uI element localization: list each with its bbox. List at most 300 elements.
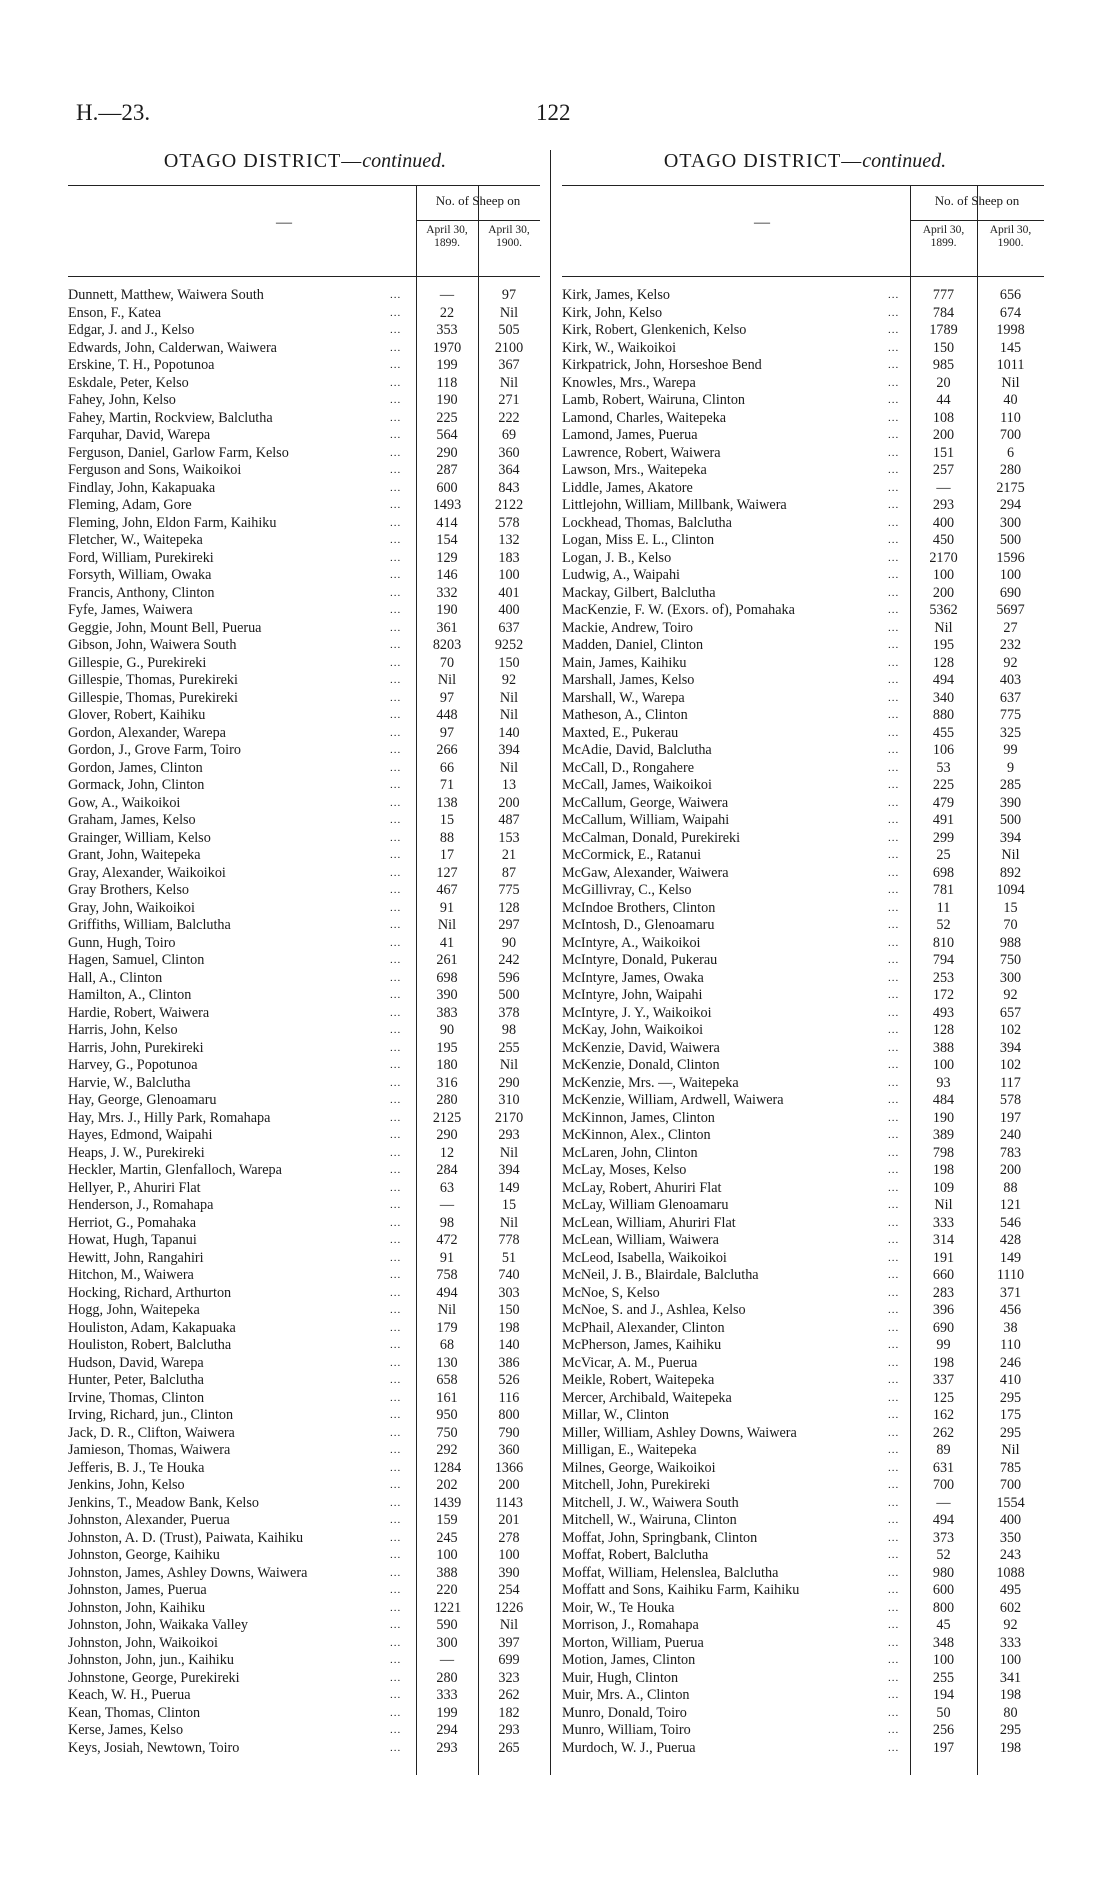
sheep-count-1900: 200 xyxy=(498,794,520,811)
owner-name: Milnes, George, Waikoikoi xyxy=(562,1459,716,1476)
sheep-count-1899: 52 xyxy=(936,917,951,933)
right-table-row xyxy=(562,637,1044,655)
sheep-count-1900: 265 xyxy=(498,1739,520,1756)
owner-name: Edwards, John, Calderwan, Waiwera xyxy=(68,339,277,356)
sheep-count-1900: 323 xyxy=(498,1669,520,1686)
sheep-count-1899: 493 xyxy=(932,1004,955,1021)
left-body-rule-2 xyxy=(478,275,479,1775)
leader-dots: ... xyxy=(888,1164,900,1176)
sheep-count-1900: 775 xyxy=(498,882,520,898)
sheep-count-1900: 21 xyxy=(501,847,517,863)
sheep-count-1899: 198 xyxy=(932,1162,955,1178)
owner-name: Logan, J. B., Kelso xyxy=(562,549,672,566)
sheep-count-1900: 428 xyxy=(999,1232,1022,1248)
leader-dots: ... xyxy=(888,954,900,966)
sheep-count-1899: 199 xyxy=(436,357,458,373)
left-table-row xyxy=(68,305,540,323)
sheep-count-1899: 389 xyxy=(932,1127,955,1143)
owner-name: McKay, John, Waikoikoi xyxy=(562,1022,704,1038)
sheep-count-1899: 491 xyxy=(932,812,955,828)
owner-name: Gillespie, Thomas, Purekireki xyxy=(68,689,238,706)
report-reference: H.—23. xyxy=(76,100,151,125)
sheep-count-1899: 383 xyxy=(436,1004,458,1021)
owner-name: Kirk, Robert, Glenkenich, Kelso xyxy=(562,322,747,338)
sheep-count-1899: 100 xyxy=(932,567,955,583)
leader-dots: ... xyxy=(390,1689,402,1701)
left-table-row xyxy=(68,1740,540,1758)
leader-dots: ... xyxy=(888,429,900,441)
sheep-count-1899: — xyxy=(439,1197,455,1213)
leader-dots: ... xyxy=(888,1251,900,1264)
sheep-count-1900: 401 xyxy=(498,584,520,601)
sheep-count-1899: 950 xyxy=(436,1407,458,1423)
left-table-row xyxy=(68,1197,540,1215)
left-table-row xyxy=(68,602,540,620)
sheep-count-1900: 232 xyxy=(999,637,1022,653)
leader-dots: ... xyxy=(888,1006,900,1019)
sheep-count-1900: Nil xyxy=(499,1214,519,1231)
leader-dots: ... xyxy=(390,639,402,651)
leader-dots: ... xyxy=(390,1181,402,1194)
owner-name: McIntyre, James, Owaka xyxy=(562,969,704,986)
sheep-count-1899: 128 xyxy=(932,654,955,671)
leader-dots: ... xyxy=(390,341,402,354)
sheep-count-1900: 596 xyxy=(498,969,520,986)
left-table-row xyxy=(68,952,540,970)
sheep-count-1899: 108 xyxy=(932,409,955,426)
leader-dots: ... xyxy=(888,1724,900,1736)
leader-dots: ... xyxy=(888,411,900,424)
leader-dots: ... xyxy=(888,289,900,301)
sheep-count-1899: 283 xyxy=(932,1284,955,1301)
leader-dots: ... xyxy=(390,1724,402,1736)
owner-name: Gray, John, Waikoikoi xyxy=(68,899,195,916)
owner-name: Hellyer, P., Ahuriri Flat xyxy=(68,1179,201,1196)
sheep-count-1899: Nil xyxy=(437,672,457,688)
left-table-row xyxy=(68,1285,540,1303)
leader-dots: ... xyxy=(888,1146,900,1159)
sheep-count-1900: 100 xyxy=(999,1652,1022,1668)
right-table-row xyxy=(562,1582,1044,1600)
sheep-count-1899: 388 xyxy=(932,1039,955,1056)
leader-dots: ... xyxy=(390,1741,402,1754)
sheep-count-1900: 70 xyxy=(1003,917,1018,933)
sheep-count-1900: 300 xyxy=(999,969,1022,986)
right-table-row xyxy=(562,1302,1044,1320)
owner-name: Hay, George, Glenoamaru xyxy=(68,1092,217,1108)
right-table-row xyxy=(562,882,1044,900)
sheep-count-1900: 87 xyxy=(501,864,517,881)
sheep-count-1899: 45 xyxy=(936,1617,951,1633)
leader-dots: ... xyxy=(390,779,402,791)
sheep-count-1900: 99 xyxy=(1003,742,1018,758)
right-table-row xyxy=(562,707,1044,725)
left-table-row xyxy=(68,1005,540,1023)
sheep-count-1899: 777 xyxy=(932,287,955,303)
owner-name: McVicar, A. M., Puerua xyxy=(562,1354,698,1371)
owner-name: McKinnon, Alex., Clinton xyxy=(562,1127,711,1143)
left-table-row xyxy=(68,620,540,638)
right-table-row xyxy=(562,322,1044,340)
leader-dots: ... xyxy=(390,674,402,686)
owner-name: Munro, William, Toiro xyxy=(562,1722,691,1738)
sheep-count-1900: 27 xyxy=(1003,619,1018,636)
right-table-row xyxy=(562,1512,1044,1530)
owner-name: McCormick, E., Ratanui xyxy=(562,847,702,863)
sheep-count-1899: — xyxy=(439,1652,455,1668)
owner-name: Johnston, A. D. (Trust), Paiwata, Kaihiku xyxy=(68,1529,304,1546)
owner-name: McCallum, George, Waiwera xyxy=(562,794,729,811)
owner-name: Erskine, T. H., Popotunoa xyxy=(68,357,215,373)
owner-name: Harris, John, Kelso xyxy=(68,1022,178,1038)
leader-dots: ... xyxy=(888,1409,900,1421)
left-table-row xyxy=(68,742,540,760)
leader-dots: ... xyxy=(390,1584,402,1596)
owner-name: Edgar, J. and J., Kelso xyxy=(68,322,195,338)
leader-dots: ... xyxy=(390,919,402,931)
leader-dots: ... xyxy=(888,551,900,564)
leader-dots: ... xyxy=(390,954,402,966)
owner-name: Fahey, John, Kelso xyxy=(68,392,176,408)
left-table-row xyxy=(68,935,540,953)
sheep-count-1899: 15 xyxy=(439,812,455,828)
sheep-count-1899: 266 xyxy=(436,742,458,758)
owner-name: Jenkins, T., Meadow Bank, Kelso xyxy=(68,1494,259,1511)
right-table-row xyxy=(562,672,1044,690)
leader-dots: ... xyxy=(888,971,900,984)
sheep-count-1899: 758 xyxy=(436,1267,458,1283)
owner-name: Hewitt, John, Rangahiri xyxy=(68,1249,204,1266)
right-table-row xyxy=(562,515,1044,533)
right-table-row xyxy=(562,1267,1044,1285)
owner-name: Hardie, Robert, Waiwera xyxy=(68,1004,210,1021)
leader-dots: ... xyxy=(390,324,402,336)
left-table-header xyxy=(68,185,540,277)
sheep-count-1899: 1221 xyxy=(432,1599,462,1616)
left-table-row xyxy=(68,1145,540,1163)
owner-name: McNeil, J. B., Blairdale, Balclutha xyxy=(562,1267,759,1283)
left-table-row xyxy=(68,1075,540,1093)
owner-name: McKenzie, Donald, Clinton xyxy=(562,1057,720,1073)
sheep-count-1899: 5362 xyxy=(929,602,958,618)
sheep-count-1900: 394 xyxy=(498,742,520,758)
leader-dots: ... xyxy=(390,656,402,669)
owner-name: Henderson, J., Romahapa xyxy=(68,1197,214,1213)
sheep-count-1900: 295 xyxy=(999,1389,1022,1406)
owner-name: McCall, D., Rongahere xyxy=(562,759,694,776)
sheep-count-1899: 784 xyxy=(932,304,955,321)
right-table-row xyxy=(562,830,1044,848)
right-table-row xyxy=(562,1635,1044,1653)
sheep-count-1900: 38 xyxy=(1003,1319,1018,1336)
sheep-count-1899: 658 xyxy=(436,1372,458,1388)
right-table-row xyxy=(562,1057,1044,1075)
sheep-count-1899: 151 xyxy=(932,444,955,461)
sheep-count-1900: 700 xyxy=(999,1477,1022,1493)
sheep-count-1900: Nil xyxy=(499,374,519,391)
leader-dots: ... xyxy=(888,761,900,774)
leader-dots: ... xyxy=(888,1076,900,1089)
leader-dots: ... xyxy=(888,1374,900,1386)
sheep-count-1899: 2125 xyxy=(432,1109,462,1126)
right-table-row xyxy=(562,935,1044,953)
right-table-row xyxy=(562,1075,1044,1093)
leader-dots: ... xyxy=(390,569,402,581)
leader-dots: ... xyxy=(888,534,900,546)
right-table-row xyxy=(562,1092,1044,1110)
sheep-count-1900: 1226 xyxy=(494,1599,524,1616)
owner-name: McKenzie, Mrs. —, Waitepeka xyxy=(562,1074,739,1091)
sheep-count-1900: 390 xyxy=(498,1564,520,1581)
leader-dots: ... xyxy=(888,884,900,896)
sheep-count-1900: 394 xyxy=(999,829,1022,846)
sheep-count-1900: 690 xyxy=(999,584,1022,601)
owner-name: Matheson, A., Clinton xyxy=(562,707,688,723)
column-divider xyxy=(550,150,551,1775)
sheep-count-1900: 297 xyxy=(498,917,520,933)
leader-dots: ... xyxy=(390,726,402,739)
owner-name: Jamieson, Thomas, Waiwera xyxy=(68,1442,231,1458)
leader-dots: ... xyxy=(888,464,900,476)
sheep-count-1899: 455 xyxy=(932,724,955,741)
leader-dots: ... xyxy=(390,709,402,721)
sheep-count-1900: 892 xyxy=(999,864,1022,881)
right-table-row xyxy=(562,987,1044,1005)
leader-dots: ... xyxy=(390,446,402,459)
sheep-count-1899: 256 xyxy=(932,1722,955,1738)
sheep-count-1899: 450 xyxy=(932,532,955,548)
sheep-count-1900: 197 xyxy=(999,1109,1022,1126)
sheep-count-1900: 110 xyxy=(1000,1337,1021,1353)
sheep-count-1900: 92 xyxy=(1003,1617,1018,1633)
owner-name: Jefferis, B. J., Te Houka xyxy=(68,1459,205,1476)
sheep-count-1899: 63 xyxy=(439,1179,455,1196)
leader-dots: ... xyxy=(390,551,402,564)
owner-name: Johnston, James, Puerua xyxy=(68,1582,207,1598)
sheep-count-1900: 500 xyxy=(999,812,1022,828)
right-table-row xyxy=(562,462,1044,480)
owner-name: Heaps, J. W., Purekireki xyxy=(68,1144,205,1161)
sheep-count-1899: 225 xyxy=(932,777,955,793)
leader-dots: ... xyxy=(888,341,900,354)
sheep-count-1900: 100 xyxy=(498,1547,520,1563)
left-sheep-table xyxy=(68,185,540,1757)
right-body-rule-1 xyxy=(910,275,911,1775)
leader-dots: ... xyxy=(888,1199,900,1211)
owner-name: Fahey, Martin, Rockview, Balclutha xyxy=(68,409,273,426)
left-table-row xyxy=(68,760,540,778)
right-sheep-count-header: No. of Sheep on xyxy=(910,186,1044,221)
owner-name: Ford, William, Purekireki xyxy=(68,549,214,566)
leader-dots: ... xyxy=(390,901,402,914)
sheep-count-1900: 367 xyxy=(498,357,520,373)
owner-name: Hamilton, A., Clinton xyxy=(68,987,192,1003)
right-table-row xyxy=(562,1530,1044,1548)
leader-dots: ... xyxy=(390,989,402,1001)
leader-dots: ... xyxy=(390,866,402,879)
owner-name: McGaw, Alexander, Waiwera xyxy=(562,864,729,881)
owner-name: Ferguson and Sons, Waikoikoi xyxy=(68,462,242,478)
owner-name: McKinnon, James, Clinton xyxy=(562,1109,715,1126)
leader-dots: ... xyxy=(888,639,900,651)
left-table-row xyxy=(68,900,540,918)
sheep-count-1900: 403 xyxy=(999,672,1022,688)
sheep-count-1900: 1110 xyxy=(996,1267,1025,1283)
sheep-count-1900: Nil xyxy=(499,707,519,723)
owner-name: Lawrence, Robert, Waiwera xyxy=(562,444,721,461)
sheep-count-1899: 99 xyxy=(936,1337,951,1353)
sheep-count-1899: 253 xyxy=(932,969,955,986)
left-table-row xyxy=(68,1600,540,1618)
sheep-count-1899: 472 xyxy=(436,1232,458,1248)
leader-dots: ... xyxy=(888,1549,900,1561)
left-table-row xyxy=(68,1110,540,1128)
right-table-header xyxy=(562,185,1044,277)
leader-dots: ... xyxy=(888,1514,900,1526)
sheep-count-1899: 494 xyxy=(436,1284,458,1301)
leader-dots: ... xyxy=(390,359,402,371)
right-table-row xyxy=(562,1652,1044,1670)
leader-dots: ... xyxy=(390,289,402,301)
sheep-count-1899: 88 xyxy=(439,829,455,846)
left-col-1900-header: April 30, 1900. xyxy=(488,224,530,249)
sheep-count-1900: 280 xyxy=(999,462,1022,478)
leader-dots: ... xyxy=(888,919,900,931)
sheep-count-1900: 546 xyxy=(999,1214,1022,1231)
right-table-row xyxy=(562,1477,1044,1495)
leader-dots: ... xyxy=(390,1654,402,1666)
leader-dots: ... xyxy=(888,1269,900,1281)
leader-dots: ... xyxy=(390,796,402,809)
owner-name: Hagen, Samuel, Clinton xyxy=(68,952,205,968)
sheep-count-1899: 25 xyxy=(936,847,951,863)
sheep-count-1900: 371 xyxy=(999,1284,1022,1301)
right-table-row xyxy=(562,287,1044,305)
sheep-count-1899: 290 xyxy=(436,444,458,461)
sheep-count-1900: Nil xyxy=(1001,374,1020,391)
leader-dots: ... xyxy=(390,464,402,476)
leader-dots: ... xyxy=(888,1339,900,1351)
leader-dots: ... xyxy=(390,516,402,529)
leader-dots: ... xyxy=(888,376,900,389)
owner-name: Irving, Richard, jun., Clinton xyxy=(68,1407,234,1423)
sheep-count-1899: 698 xyxy=(436,969,458,986)
leader-dots: ... xyxy=(888,1584,900,1596)
leader-dots: ... xyxy=(390,814,402,826)
sheep-count-1899: 1493 xyxy=(432,497,462,513)
sheep-count-1900: 2122 xyxy=(494,497,524,513)
sheep-count-1899: 100 xyxy=(932,1057,955,1073)
leader-dots: ... xyxy=(888,1706,900,1719)
owner-name: McIntyre, Donald, Pukerau xyxy=(562,952,718,968)
leader-dots: ... xyxy=(390,1321,402,1334)
owner-name: Irvine, Thomas, Clinton xyxy=(68,1389,205,1406)
sheep-count-1900: 500 xyxy=(999,532,1022,548)
owner-name: Lockhead, Thomas, Balclutha xyxy=(562,514,732,531)
sheep-count-1900: 116 xyxy=(498,1389,520,1406)
leader-dots: ... xyxy=(888,901,900,914)
owner-name: Milligan, E., Waitepeka xyxy=(562,1442,697,1458)
right-table-row xyxy=(562,1600,1044,1618)
sheep-count-1899: 292 xyxy=(436,1442,458,1458)
sheep-count-1900: 410 xyxy=(999,1372,1022,1388)
left-table-row xyxy=(68,1320,540,1338)
leader-dots: ... xyxy=(390,1129,402,1141)
left-table-row xyxy=(68,1687,540,1705)
sheep-count-1900: 198 xyxy=(999,1739,1022,1756)
leader-dots: ... xyxy=(888,1671,900,1684)
sheep-count-1900: 750 xyxy=(999,952,1022,968)
owner-name: McLean, William, Waiwera xyxy=(562,1232,719,1248)
leader-dots: ... xyxy=(888,1531,900,1544)
sheep-count-1899: 1284 xyxy=(432,1459,462,1476)
leader-dots: ... xyxy=(888,1111,900,1124)
owner-name: McIntyre, John, Waipahi xyxy=(562,987,703,1003)
owner-name: Johnston, John, Waikaka Valley xyxy=(68,1617,248,1633)
leader-dots: ... xyxy=(390,761,402,774)
leader-dots: ... xyxy=(390,1409,402,1421)
leader-dots: ... xyxy=(390,1601,402,1614)
sheep-count-1899: 22 xyxy=(439,304,455,321)
sheep-count-1899: 225 xyxy=(436,409,458,426)
sheep-count-1900: 1088 xyxy=(996,1564,1025,1581)
leader-dots: ... xyxy=(888,621,900,634)
left-table-row xyxy=(68,1582,540,1600)
sheep-count-1899: 373 xyxy=(932,1529,955,1546)
right-table-row xyxy=(562,812,1044,830)
sheep-count-1899: 361 xyxy=(436,619,458,636)
owner-name: Houliston, Robert, Balclutha xyxy=(68,1337,232,1353)
right-table-row xyxy=(562,690,1044,708)
owner-name: Harris, John, Purekireki xyxy=(68,1039,204,1056)
sheep-count-1899: 810 xyxy=(932,934,955,951)
sheep-count-1900: 637 xyxy=(498,619,520,636)
sheep-count-1900: 775 xyxy=(999,707,1022,723)
right-table-row xyxy=(562,1355,1044,1373)
right-table-row xyxy=(562,865,1044,883)
left-table-row xyxy=(68,1250,540,1268)
sheep-count-1899: 800 xyxy=(932,1599,955,1616)
leader-dots: ... xyxy=(888,1566,900,1579)
leader-dots: ... xyxy=(888,1601,900,1614)
right-table-row xyxy=(562,532,1044,550)
sheep-count-1900: 92 xyxy=(1003,654,1018,671)
sheep-count-1899: 128 xyxy=(932,1022,955,1038)
owner-name: Hall, A., Clinton xyxy=(68,969,163,986)
sheep-count-1900: 800 xyxy=(498,1407,520,1423)
right-table-row xyxy=(562,1197,1044,1215)
leader-dots: ... xyxy=(888,814,900,826)
right-table-row xyxy=(562,1320,1044,1338)
owner-name: Muir, Hugh, Clinton xyxy=(562,1669,679,1686)
leader-dots: ... xyxy=(390,1426,402,1439)
sheep-count-1899: Nil xyxy=(437,1302,457,1318)
owner-name: Farquhar, David, Warepa xyxy=(68,427,211,443)
owner-name: Gillespie, G., Purekireki xyxy=(68,654,207,671)
right-table-row xyxy=(562,1460,1044,1478)
sheep-count-1900: 240 xyxy=(999,1127,1022,1143)
left-table-row xyxy=(68,567,540,585)
sheep-count-1900: 290 xyxy=(498,1074,520,1091)
leader-dots: ... xyxy=(888,1444,900,1456)
left-table-row xyxy=(68,655,540,673)
sheep-count-1900: Nil xyxy=(499,1617,519,1633)
left-table-row xyxy=(68,1617,540,1635)
owner-name: Johnston, Alexander, Puerua xyxy=(68,1512,230,1528)
left-table-row xyxy=(68,1460,540,1478)
sheep-count-1900: 102 xyxy=(999,1022,1022,1038)
sheep-count-1900: 390 xyxy=(999,794,1022,811)
